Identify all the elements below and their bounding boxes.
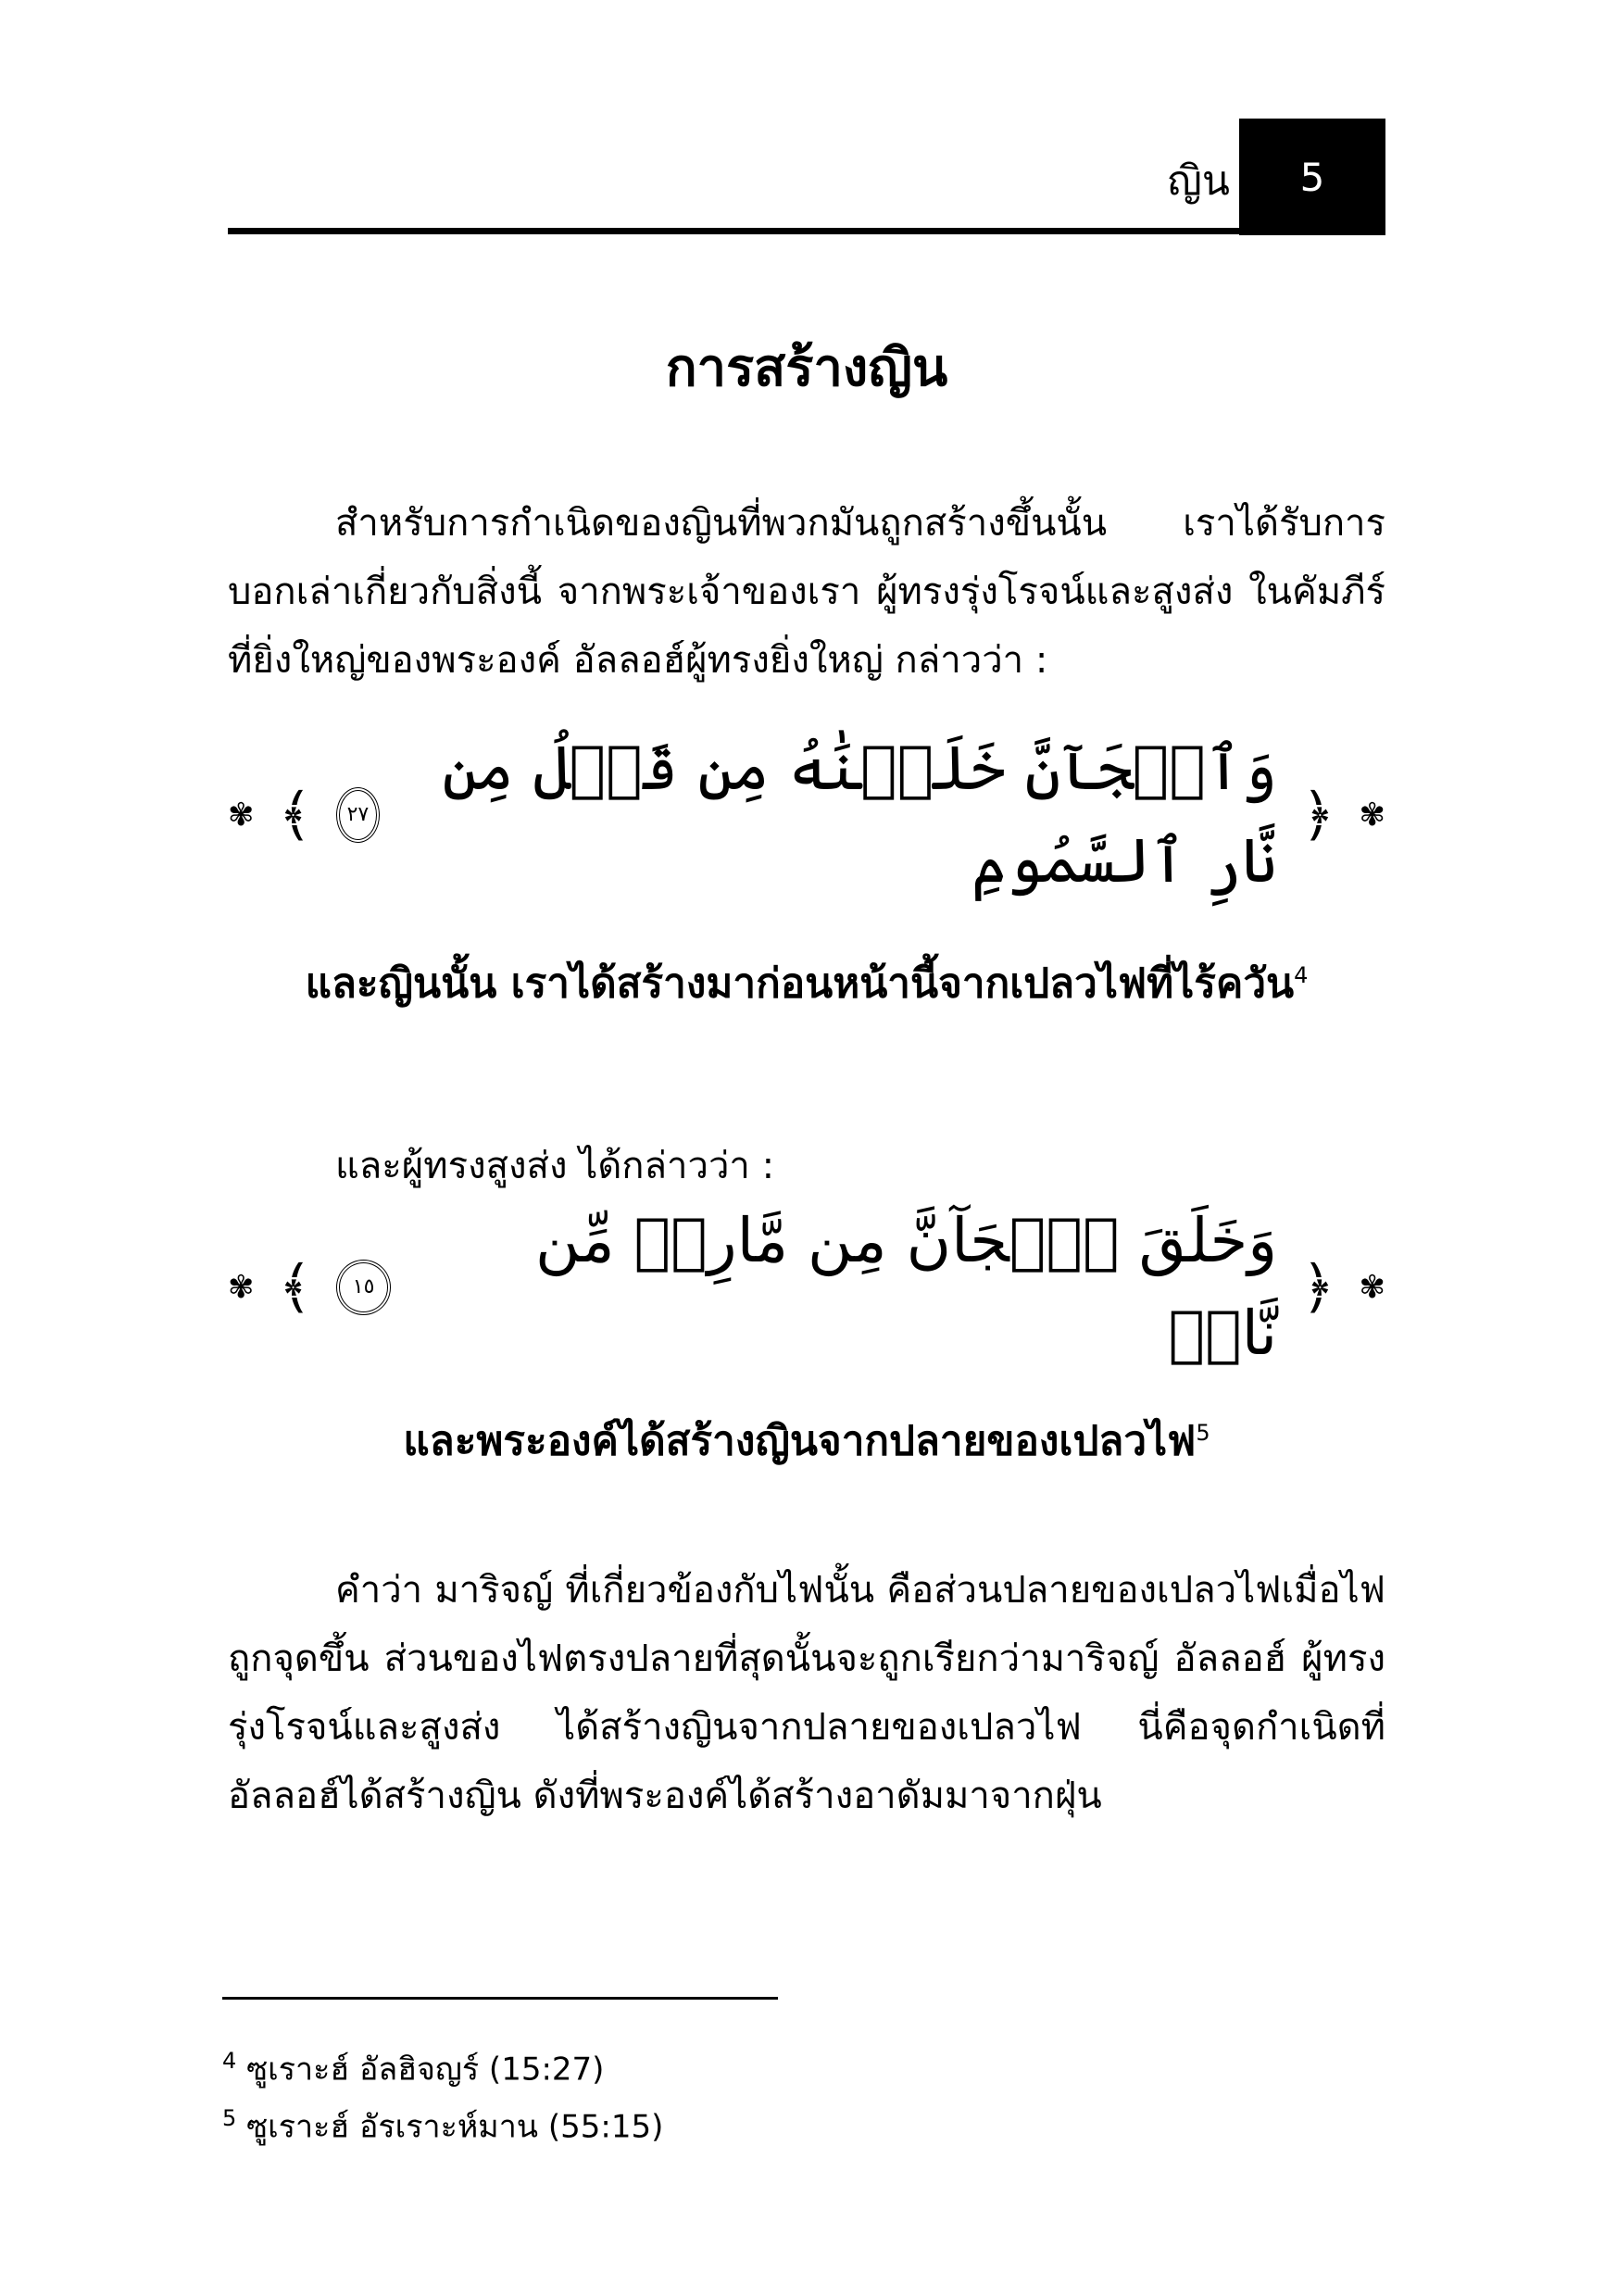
arabic-verse-text: وَخَلَقَ ٱلۡجَآنَّ مِن مَّارِجٖ مِّن نَّارٖ	[534, 1205, 1278, 1369]
page-number-box	[1239, 119, 1385, 235]
footnote-ref[interactable]: 4	[1294, 962, 1309, 988]
footnote-text: ซูเราะฮ์ อัลฮิจญร์ (15:27)	[246, 2051, 605, 2089]
ayah-number: ٢٧	[346, 803, 370, 826]
ornate-bracket-open: ﴿	[1301, 1253, 1335, 1321]
flower-ornament-icon: ✾	[228, 1269, 255, 1306]
page-number: 5	[1299, 154, 1325, 200]
arabic-verse-text: وَٱلۡجَآنَّ خَلَقۡنَٰهُ مِن قَبۡلُ مِن نَّارِ ٱلسَّمُومِ	[442, 733, 1278, 897]
footnote-ref[interactable]: 5	[1196, 1420, 1210, 1446]
ornate-bracket-close: ﴾	[278, 781, 312, 848]
flower-ornament-icon: ✾	[1359, 797, 1385, 834]
footnote-number: 4	[222, 2048, 237, 2074]
ornate-bracket-close: ﴾	[278, 1253, 312, 1321]
running-header-title: ญิน	[1167, 157, 1230, 205]
paragraph-intro: สำหรับการกำเนิดของญินที่พวกมันถูกสร้างขึ้นนั้น เราได้รับการบอกเล่าเกี่ยวกับสิ่งนี้ จากพระเจ้าของเรา ผู้ทรงรุ่งโรจน์และสูงส่ง ในคัมภีร์ที่ยิ่งใหญ่ของพระองค์ อัลลอฮ์ผู้ทรงยิ่งใหญ่ กล่าวว่า :	[228, 502, 1385, 682]
verse-translation-2	[228, 1400, 1385, 1474]
chapter-title: การสร้างญิน	[665, 338, 948, 398]
quran-verse-2	[228, 1205, 1385, 1369]
footnote-4	[222, 2038, 604, 2092]
flower-ornament-icon: ✾	[228, 797, 255, 834]
quran-verse-1	[228, 733, 1385, 897]
flower-ornament-icon: ✾	[1359, 1269, 1385, 1306]
header-rule	[228, 228, 1385, 234]
footnote-number: 5	[222, 2105, 237, 2131]
ornate-bracket-open: ﴿	[1301, 781, 1335, 848]
ayah-number-mark	[336, 787, 380, 843]
verse-intro-2: และผู้ทรงสูงส่ง ได้กล่าวว่า :	[335, 1145, 775, 1187]
translation-text: และญินนั้น เราได้สร้างมาก่อนหน้านี้จากเปลวไฟที่ไร้ควัน	[305, 960, 1295, 1008]
translation-text: และพระองค์ได้สร้างญินจากปลายของเปลวไฟ	[403, 1417, 1197, 1465]
footnote-text: ซูเราะฮ์ อัรเราะห์มาน (55:15)	[246, 2108, 664, 2146]
footnote-5	[222, 2095, 663, 2150]
paragraph-explanation: คำว่า มาริจญ์ ที่เกี่ยวข้องกับไฟนั้น คือส่วนปลายของเปลวไฟเมื่อไฟถูกจุดขึ้น ส่วนของไฟตรงปลายที่สุดนั้นจะถูกเรียกว่ามาริจญ์ อัลลอฮ์ ผู้ทรงรุ่งโรจน์และสูงส่ง ได้สร้างญินจากปลายของเปลวไฟ นี่คือจุดกำเนิดที่อัลลอฮ์ได้สร้างญิน ดังที่พระองค์ได้สร้างอาดัมมาจากฝุ่น	[228, 1569, 1385, 1817]
verse-translation-1	[228, 943, 1385, 1017]
ayah-number-mark	[336, 1260, 392, 1315]
ayah-number: ١٥	[352, 1275, 375, 1299]
footnote-rule	[222, 1997, 778, 2000]
